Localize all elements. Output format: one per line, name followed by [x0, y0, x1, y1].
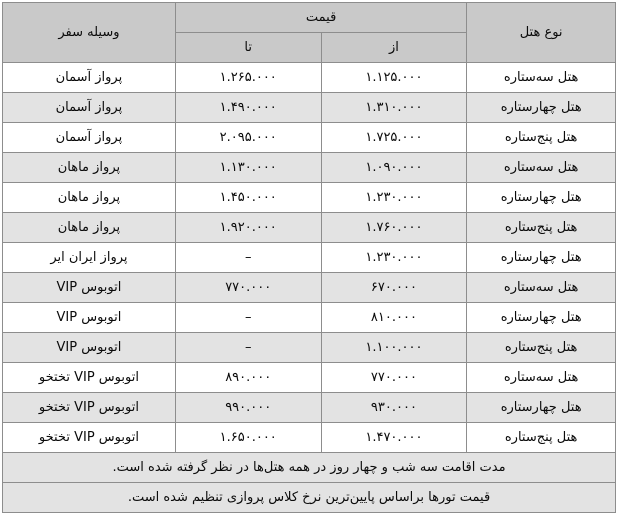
cell-hotel-type: هتل پنج‌ستاره	[467, 333, 616, 363]
header-price: قیمت	[175, 3, 466, 33]
cell-price-from: ۶۷۰.۰۰۰	[321, 273, 467, 303]
cell-hotel-type: هتل چهارستاره	[467, 243, 616, 273]
cell-price-from: ۱.۰۹۰.۰۰۰	[321, 153, 467, 183]
table-row	[3, 423, 616, 453]
cell-price-to: ۲.۰۹۵.۰۰۰	[175, 123, 321, 153]
cell-hotel-type: هتل چهارستاره	[467, 393, 616, 423]
cell-hotel-type: هتل سه‌ستاره	[467, 363, 616, 393]
cell-hotel-type: هتل چهارستاره	[467, 303, 616, 333]
cell-travel-means: اتوبوس VIP	[3, 333, 176, 363]
table-row	[3, 333, 616, 363]
cell-price-to: ۱.۹۲۰.۰۰۰	[175, 213, 321, 243]
cell-price-from: ۹۳۰.۰۰۰	[321, 393, 467, 423]
cell-travel-means: اتوبوس VIP تختخو	[3, 393, 176, 423]
cell-price-to: –	[175, 303, 321, 333]
cell-price-to: ۷۷۰.۰۰۰	[175, 273, 321, 303]
cell-price-to: ۱.۴۹۰.۰۰۰	[175, 93, 321, 123]
cell-price-from: ۱.۲۳۰.۰۰۰	[321, 183, 467, 213]
cell-travel-means: پرواز آسمان	[3, 63, 176, 93]
header-travel-means: وسیله سفر	[3, 3, 176, 63]
note-flight-class: قیمت تورها براساس پایین‌ترین نرخ کلاس پروازی تنظیم شده است.	[3, 483, 616, 513]
cell-price-to: ۱.۶۵۰.۰۰۰	[175, 423, 321, 453]
table-row	[3, 183, 616, 213]
table-row	[3, 63, 616, 93]
cell-travel-means: پرواز ماهان	[3, 213, 176, 243]
cell-price-from: ۱.۷۲۵.۰۰۰	[321, 123, 467, 153]
cell-hotel-type: هتل پنج‌ستاره	[467, 423, 616, 453]
table-row	[3, 93, 616, 123]
header-hotel-type: نوع هتل	[467, 3, 616, 63]
table-row	[3, 213, 616, 243]
cell-price-from: ۱.۱۲۵.۰۰۰	[321, 63, 467, 93]
cell-hotel-type: هتل سه‌ستاره	[467, 63, 616, 93]
note-row	[3, 483, 616, 513]
cell-price-to: –	[175, 243, 321, 273]
cell-hotel-type: هتل سه‌ستاره	[467, 273, 616, 303]
table-row	[3, 363, 616, 393]
cell-travel-means: پرواز ماهان	[3, 183, 176, 213]
table-row	[3, 123, 616, 153]
table-row	[3, 273, 616, 303]
table-row	[3, 393, 616, 423]
cell-price-to: ۹۹۰.۰۰۰	[175, 393, 321, 423]
table-row	[3, 153, 616, 183]
cell-price-from: ۱.۷۶۰.۰۰۰	[321, 213, 467, 243]
cell-travel-means: پرواز آسمان	[3, 93, 176, 123]
cell-hotel-type: هتل پنج‌ستاره	[467, 213, 616, 243]
cell-price-to: ۱.۴۵۰.۰۰۰	[175, 183, 321, 213]
cell-price-from: ۱.۲۳۰.۰۰۰	[321, 243, 467, 273]
cell-travel-means: اتوبوس VIP	[3, 273, 176, 303]
cell-price-from: ۱.۴۷۰.۰۰۰	[321, 423, 467, 453]
cell-hotel-type: هتل چهارستاره	[467, 93, 616, 123]
cell-hotel-type: هتل سه‌ستاره	[467, 153, 616, 183]
note-stay-duration: مدت اقامت سه شب و چهار روز در همه هتل‌ها در نظر گرفته شده است.	[3, 453, 616, 483]
cell-price-from: ۸۱۰.۰۰۰	[321, 303, 467, 333]
tour-price-table	[2, 2, 616, 513]
cell-price-to: ۸۹۰.۰۰۰	[175, 363, 321, 393]
cell-price-to: –	[175, 333, 321, 363]
cell-travel-means: اتوبوس VIP تختخو	[3, 363, 176, 393]
header-price-from: از	[321, 33, 467, 63]
cell-travel-means: پرواز ماهان	[3, 153, 176, 183]
cell-price-from: ۷۷۰.۰۰۰	[321, 363, 467, 393]
note-row	[3, 453, 616, 483]
cell-hotel-type: هتل پنج‌ستاره	[467, 123, 616, 153]
cell-travel-means: پرواز ایران ایر	[3, 243, 176, 273]
cell-travel-means: اتوبوس VIP تختخو	[3, 423, 176, 453]
header-price-to: تا	[175, 33, 321, 63]
cell-price-to: ۱.۲۶۵.۰۰۰	[175, 63, 321, 93]
table-row	[3, 303, 616, 333]
cell-price-from: ۱.۳۱۰.۰۰۰	[321, 93, 467, 123]
cell-hotel-type: هتل چهارستاره	[467, 183, 616, 213]
table-header-row-top	[3, 3, 616, 33]
cell-travel-means: پرواز آسمان	[3, 123, 176, 153]
cell-price-to: ۱.۱۳۰.۰۰۰	[175, 153, 321, 183]
cell-travel-means: اتوبوس VIP	[3, 303, 176, 333]
table-row	[3, 243, 616, 273]
cell-price-from: ۱.۱۰۰.۰۰۰	[321, 333, 467, 363]
